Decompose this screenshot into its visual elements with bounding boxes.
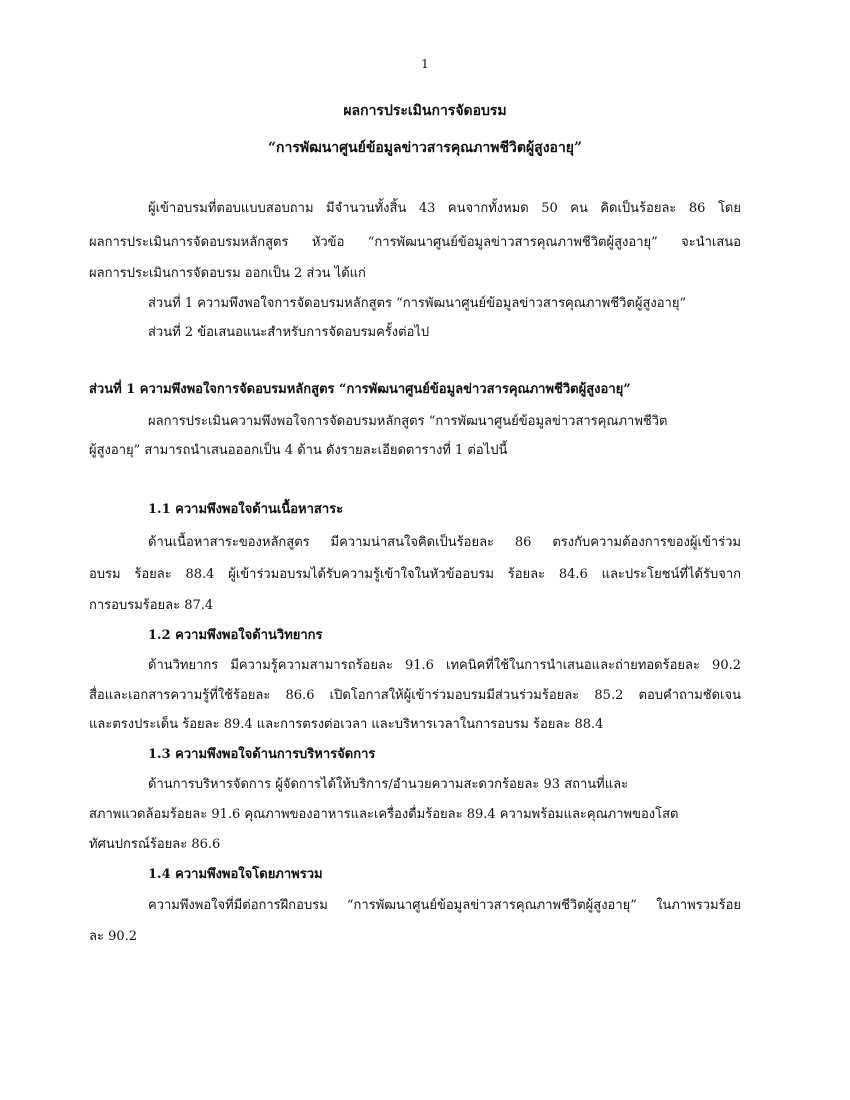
- subsection-1-3-line: ทัศนปกรณ์ร้อยละ 86.6: [89, 837, 221, 852]
- intro-part-2: ส่วนที่ 2 ข้อเสนอแนะสำหรับการจัดอบรมครั้งต่อไป: [148, 325, 430, 340]
- subsection-1-3-line: สภาพแวดล้อมร้อยละ 91.6 คุณภาพของอาหารและเครื่องดื่มร้อยละ 89.4 ความพร้อมและคุณภาพของโสต: [89, 807, 679, 822]
- intro-line: ผลการประเมินการจัดอบรม ออกเป็น 2 ส่วน ได้แก่: [89, 266, 366, 281]
- intro-line: ผู้เข้าอบรมที่ตอบแบบสอบถาม มีจำนวนทั้งสิ้น 43 คนจากทั้งหมด 50 คน คิดเป็นร้อยละ 86 โดย: [148, 201, 741, 216]
- subsection-1-1-line: อบรม ร้อยละ 88.4 ผู้เข้าร่วมอบรมได้รับความรู้เข้าใจในหัวข้ออบรม ร้อยละ 84.6 และประโยชน์ที่ได้รับจาก: [89, 567, 741, 582]
- document-title-line-2: “การพัฒนาศูนย์ข้อมูลข่าวสารคุณภาพชีวิตผู้สูงอายุ”: [267, 140, 583, 156]
- subsection-1-1-line: การอบรมร้อยละ 87.4: [89, 598, 214, 613]
- subsection-1-2-heading: 1.2 ความพึงพอใจด้านวิทยากร: [148, 628, 323, 643]
- intro-line: ผลการประเมินการจัดอบรมหลักสูตร หัวข้อ “การพัฒนาศูนย์ข้อมูลข่าวสารคุณภาพชีวิตผู้สูงอายุ” จะนำเสนอ: [89, 235, 741, 250]
- subsection-1-2-line: ด้านวิทยากร มีความรู้ความสามารถร้อยละ 91.6 เทคนิคที่ใช้ในการนำเสนอและถ่ายทอดร้อยละ 90.2: [148, 658, 741, 673]
- subsection-1-2-line: สื่อและเอกสารความรู้ที่ใช้ร้อยละ 86.6 เปิดโอกาสให้ผู้เข้าร่วมอบรมมีส่วนร่วมร้อยละ 85.2 ตอบคำถามชัดเจน: [89, 688, 741, 703]
- subsection-1-4-heading: 1.4 ความพึงพอใจโดยภาพรวม: [148, 867, 323, 882]
- document-title-line-1: ผลการประเมินการจัดอบรม: [343, 103, 507, 119]
- subsection-1-4-line: ละ 90.2: [89, 929, 138, 944]
- section-1-intro-line: ผลการประเมินความพึงพอใจการจัดอบรมหลักสูตร “การพัฒนาศูนย์ข้อมูลข่าวสารคุณภาพชีวิต: [148, 414, 668, 429]
- subsection-1-1-line: ด้านเนื้อหาสาระของหลักสูตร มีความน่าสนใจคิดเป็นร้อยละ 86 ตรงกับความต้องการของผู้เข้าร่วม: [148, 535, 741, 550]
- section-1-heading: ส่วนที่ 1 ความพึงพอใจการจัดอบรมหลักสูตร “การพัฒนาศูนย์ข้อมูลข่าวสารคุณภาพชีวิตผู้สูงอายุ”: [89, 382, 631, 397]
- subsection-1-2-line: และตรงประเด็น ร้อยละ 89.4 และการตรงต่อเวลา และบริหารเวลาในการอบรม ร้อยละ 88.4: [89, 717, 604, 732]
- subsection-1-3-heading: 1.3 ความพึงพอใจด้านการบริหารจัดการ: [148, 747, 376, 762]
- subsection-1-3-line: ด้านการบริหารจัดการ ผู้จัดการได้ให้บริการ/อำนวยความสะดวกร้อยละ 93 สถานที่และ: [148, 777, 629, 792]
- subsection-1-1-heading: 1.1 ความพึงพอใจด้านเนื้อหาสาระ: [148, 502, 344, 517]
- section-1-intro-line: ผู้สูงอายุ” สามารถนำเสนอออกเป็น 4 ด้าน ดังรายละเอียดตารางที่ 1 ต่อไปนี้: [89, 443, 508, 458]
- intro-part-1: ส่วนที่ 1 ความพึงพอใจการจัดอบรมหลักสูตร “การพัฒนาศูนย์ข้อมูลข่าวสารคุณภาพชีวิตผู้สูงอายุ”: [148, 296, 687, 311]
- subsection-1-4-line: ความพึงพอใจที่มีต่อการฝึกอบรม “การพัฒนาศูนย์ข้อมูลข่าวสารคุณภาพชีวิตผู้สูงอายุ” ในภาพรวมร้อย: [148, 898, 741, 913]
- page-number: 1: [421, 57, 429, 71]
